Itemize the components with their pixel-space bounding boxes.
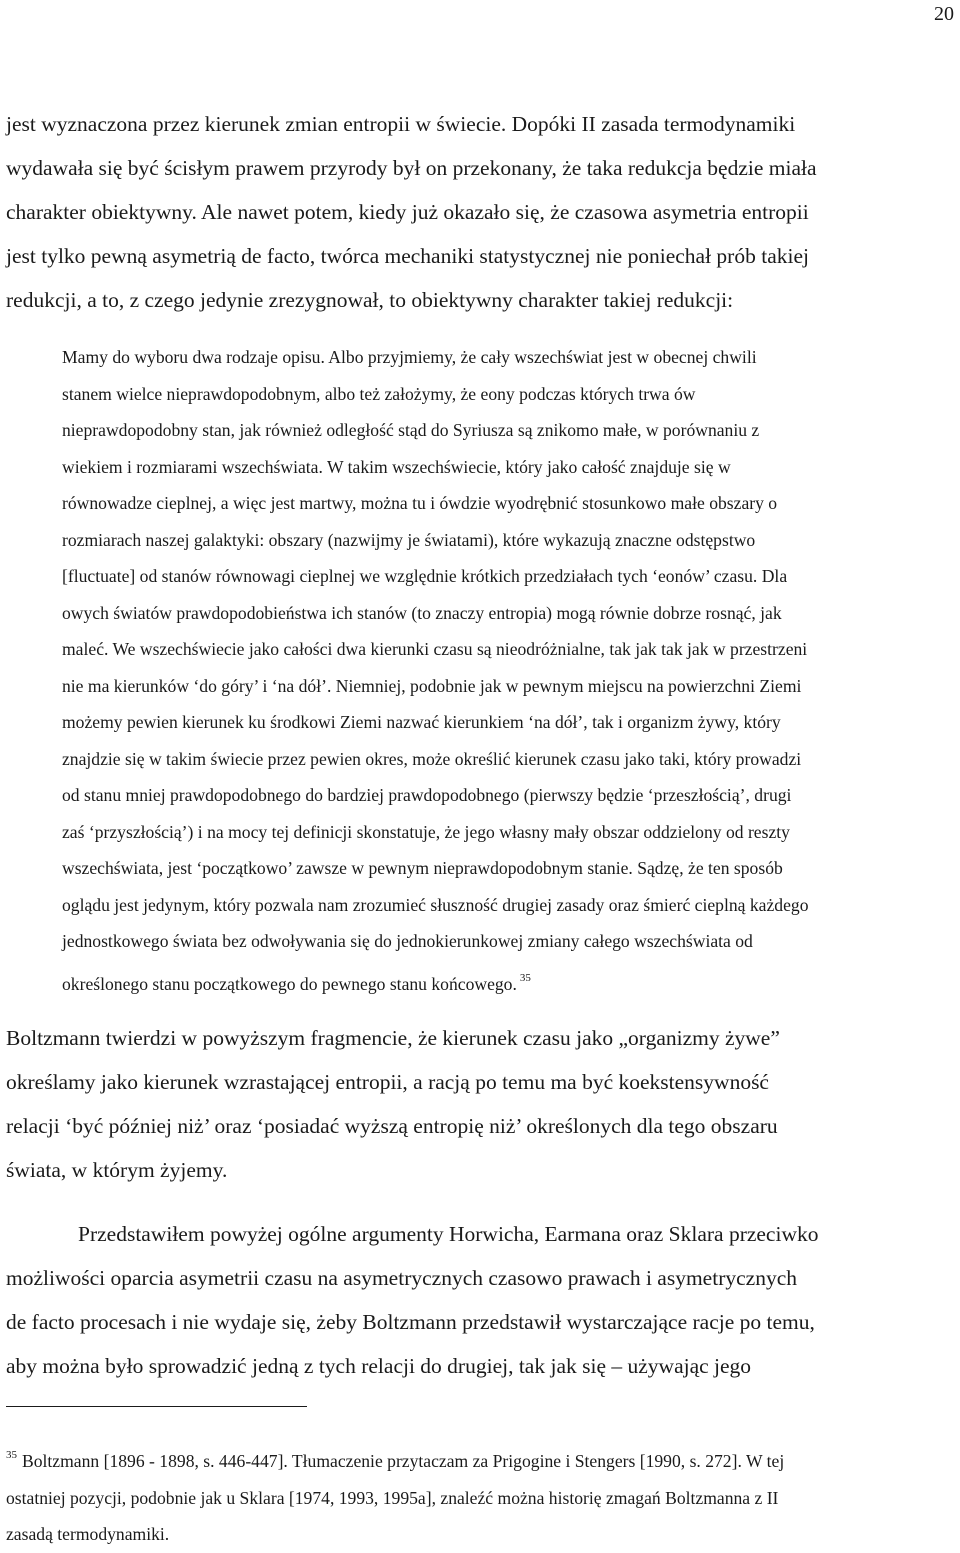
body-paragraph-2 xyxy=(6,1016,956,1192)
page-number: 20 xyxy=(934,3,954,25)
footnote-reference[interactable]: 35 xyxy=(519,971,531,984)
footnote xyxy=(6,1437,956,1553)
block-quote xyxy=(62,339,956,1002)
footnote-separator xyxy=(6,1406,307,1407)
quote-line-text: określonego stanu początkowego do pewnego stanu końcowego. xyxy=(62,973,517,994)
text-line: wydawała się być ścisłym prawem przyrody był on przekonany, że taka redukcja będzie miała xyxy=(6,156,817,180)
quote-line: wiekiem i rozmiarami wszechświata. W takim wszechświecie, który jako całość znajduje się w xyxy=(62,456,731,477)
quote-line: nieprawdopodobny stan, jak również odległość stąd do Syriusza są znikomo małe, w porównaniu z xyxy=(62,420,760,440)
footnote-text: Boltzmann [1896 - 1898, s. 446-447]. Tłumaczenie przytaczam za Prigogine i Stengers [1990, s. 272]. W tej xyxy=(22,1451,785,1471)
text-line: de facto procesach i nie wydaje się, żeby Boltzmann przedstawił wystarczające racje po temu, xyxy=(6,1310,815,1334)
text-line: redukcji, a to, z czego jedynie zrezygnował, to obiektywny charakter takiej redukcji: xyxy=(6,288,734,312)
text-line: aby można było sprowadzić jedną z tych relacji do drugiej, tak jak się – używając jego xyxy=(6,1354,752,1378)
quote-line: możemy pewien kierunek ku środkowi Ziemi nazwać kierunkiem ‘na dół’, tak i organizm żywy, który xyxy=(62,712,781,732)
text-line: Boltzmann twierdzi w powyższym fragmencie, że kierunek czasu jako „organizmy żywe” xyxy=(6,1026,780,1050)
body-paragraph-1 xyxy=(6,102,956,322)
quote-line: jednostkowego świata bez odwoływania się do jednokierunkowej zmiany całego wszechświata od xyxy=(62,931,753,951)
text-line: relacji ‘być później niż’ oraz ‘posiadać wyższą entropię niż’ określonych dla tego obszaru xyxy=(6,1114,778,1138)
quote-line: od stanu mniej prawdopodobnego do bardziej prawdopodobnego (pierwszy będzie ‘przeszłością’, drugi xyxy=(62,785,792,805)
quote-line: oglądu jest jedynym, który pozwala nam zrozumieć słuszność drugiej zasady oraz śmierć cieplną każdego xyxy=(62,894,809,915)
quote-line: owych światów prawdopodobieństwa ich stanów (to znaczy entropia) mogą równie dobrze rosnąć, jak xyxy=(62,602,782,623)
quote-line: znajdzie się w takim świecie przez pewien okres, może określić kierunek czasu jako taki, który prowadzi xyxy=(62,748,802,769)
footnote-line: ostatniej pozycji, podobnie jak u Sklara [1974, 1993, 1995a], znaleźć można historię zmagań Boltzmanna z II xyxy=(6,1487,779,1508)
quote-line: maleć. We wszechświecie jako całości dwa kierunki czasu są nieodróżnialne, tak jak tak jak w przestrzeni xyxy=(62,639,808,659)
quote-line: nie ma kierunków ‘do góry’ i ‘na dół’. Niemniej, podobnie jak w pewnym miejscu na powierzchni Ziemi xyxy=(62,675,802,696)
text-line: charakter obiektywny. Ale nawet potem, kiedy już okazało się, że czasowa asymetria entropii xyxy=(6,200,809,224)
body-paragraph-3 xyxy=(6,1212,956,1388)
quote-line: Mamy do wyboru dwa rodzaje opisu. Albo przyjmiemy, że cały wszechświat jest w obecnej chwili xyxy=(62,347,757,367)
text-line: Przedstawiłem powyżej ogólne argumenty Horwicha, Earmana oraz Sklara przeciwko xyxy=(78,1222,819,1246)
text-line: jest tylko pewną asymetrią de facto, twórca mechaniki statystycznej nie poniechał prób takiej xyxy=(6,244,809,268)
quote-line: wszechświata, jest ‘początkowo’ zawsze w pewnym nieprawdopodobnym stanie. Sądzę, że ten sposób xyxy=(62,858,783,878)
text-line: możliwości oparcia asymetrii czasu na asymetrycznych czasowo prawach i asymetrycznych xyxy=(6,1266,797,1290)
footnote-number: 35 xyxy=(6,1449,17,1461)
text-line: świata, w którym żyjemy. xyxy=(6,1158,228,1182)
text-line: jest wyznaczona przez kierunek zmian entropii w świecie. Dopóki II zasada termodynamiki xyxy=(6,112,796,136)
quote-line: rozmiarach naszej galaktyki: obszary (nazwijmy je światami), które wykazują znaczne odstępstwo xyxy=(62,529,756,550)
footnote-line-first xyxy=(6,1437,956,1480)
quote-line: zaś ‘przyszłością’) i na mocy tej definicji skonstatuje, że jego własny mały obszar oddzielony od reszty xyxy=(62,821,790,842)
quote-line: [fluctuate] od stanów równowagi cieplnej we względnie krótkich przedziałach tych ‘eonów’ czasu. Dla xyxy=(62,566,788,586)
quote-line: równowadze cieplnej, a więc jest martwy, można tu i ówdzie wyodrębnić stosunkowo małe obszary o xyxy=(62,493,778,513)
quote-line-last xyxy=(62,960,956,1003)
footnote-line: zasadą termodynamiki. xyxy=(6,1524,170,1545)
quote-line: stanem wielce nieprawdopodobnym, albo też założymy, że eony podczas których trwa ów xyxy=(62,383,696,404)
text-line: określamy jako kierunek wzrastającej entropii, a racją po temu ma być koekstensywność xyxy=(6,1070,769,1094)
